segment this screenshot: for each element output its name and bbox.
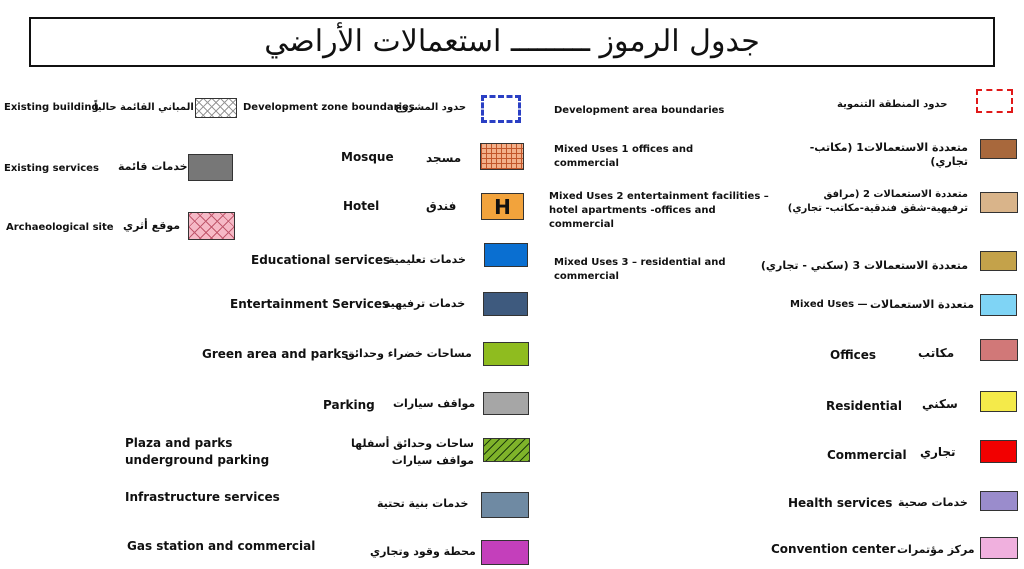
label-mosque-ar: مسجد <box>426 151 462 165</box>
label-offices-ar: مكاتب <box>918 346 955 360</box>
legend-title-box <box>29 17 995 67</box>
label-archaeological-site-ar: موقع أثري <box>123 219 181 232</box>
label-gas-station-commercial-ar: محطة وقود وتجاري <box>370 545 476 558</box>
swatch-existing-services <box>188 154 233 181</box>
label-green-area-parks-en: Green area and parks <box>202 347 349 361</box>
label-existing-building-ar: المباني القائمة حالياً <box>94 102 194 113</box>
label-convention-center-en: Convention center <box>771 542 896 556</box>
label-gas-station-commercial-en: Gas station and commercial <box>127 539 316 553</box>
swatch-parking <box>483 392 529 415</box>
label-development-area-boundaries-ar: حدود المنطقة التنموية <box>837 99 948 110</box>
label-infrastructure-services-en: Infrastructure services <box>125 490 280 504</box>
label-hotel-en: Hotel <box>343 199 380 213</box>
label-existing-services-ar: خدمات قائمة <box>118 160 188 173</box>
swatch-mosque <box>480 143 524 170</box>
label-green-area-parks-ar: مساحات خضراء وحدائق <box>345 347 472 360</box>
swatch-mixed-uses-1 <box>980 139 1017 159</box>
label-plaza-parks-underground-ar: ساحات وحدائق أسفلها مواقف سيارات <box>350 437 474 467</box>
label-commercial-ar: تجاري <box>920 445 956 459</box>
label-entertainment-services-en: Entertainment Services <box>230 297 390 311</box>
legend-title: جدول الرموز ـــــــــ استعمالات الأراضي <box>264 24 760 59</box>
swatch-residential <box>980 391 1017 412</box>
label-mixed-uses-en: Mixed Uses — <box>790 299 868 310</box>
label-mixed-uses-3-en: Mixed Uses 3 – residential and commercial <box>554 257 726 282</box>
label-entertainment-services-ar: خدمات ترفيهية <box>384 297 466 310</box>
label-residential-ar: سكني <box>922 397 958 411</box>
label-mixed-uses-1-ar: متعددة الاستعمالات1 (مكاتب-تجاري) <box>809 141 968 168</box>
label-development-zone-boundaries-en: Development zone boundaries <box>243 102 415 113</box>
label-parking-en: Parking <box>323 398 375 412</box>
label-commercial-en: Commercial <box>827 448 907 462</box>
label-infrastructure-services-ar: خدمات بنية تحتية <box>377 497 469 510</box>
label-mixed-uses-1-en: Mixed Uses 1 offices and commercial <box>554 144 694 169</box>
label-mosque-en: Mosque <box>341 150 394 164</box>
label-development-zone-boundaries-ar: حدود المشروع <box>395 102 467 113</box>
label-educational-services-en: Educational services <box>251 253 391 267</box>
swatch-archaeological-site <box>188 212 235 240</box>
label-parking-ar: مواقف سيارات <box>393 397 476 410</box>
label-educational-services-ar: خدمات تعليمية <box>388 253 466 266</box>
label-convention-center-ar: مركز مؤتمرات <box>897 543 975 556</box>
swatch-hotel-h-icon: H <box>481 193 524 220</box>
label-existing-building-en: Existing building <box>4 102 99 113</box>
label-mixed-uses-2-ar: متعددة الاستعمالات 2 (مرافق ترفيهية-شقق فندقية-مكاتب- تجاري) <box>787 189 968 214</box>
label-mixed-uses-2-en: Mixed Uses 2 entertainment facilities –hotel apartments -offices and commercial <box>549 191 769 230</box>
swatch-mixed-uses <box>980 294 1017 316</box>
swatch-mixed-uses-2 <box>980 192 1018 213</box>
label-archaeological-site-en: Archaeological site <box>6 222 114 233</box>
label-mixed-uses-3-ar: متعددة الاستعمالات 3 (سكني - تجاري) <box>760 259 968 272</box>
swatch-plaza-parks-underground <box>483 438 530 462</box>
swatch-health-services <box>980 491 1018 511</box>
swatch-infrastructure-services <box>481 492 529 518</box>
swatch-commercial <box>980 440 1017 463</box>
label-hotel-ar: فندق <box>426 199 457 213</box>
label-plaza-parks-underground-en: Plaza and parks underground parking <box>125 436 270 467</box>
label-mixed-uses-ar: متعددة الاستعمالات <box>870 298 975 311</box>
label-residential-en: Residential <box>826 399 902 413</box>
swatch-entertainment-services <box>483 292 528 316</box>
swatch-existing-building <box>195 98 237 118</box>
swatch-offices <box>980 339 1018 361</box>
label-health-services-ar: خدمات صحية <box>898 496 968 509</box>
swatch-green-area-parks <box>483 342 529 366</box>
swatch-convention-center <box>980 537 1018 559</box>
label-development-area-boundaries-en: Development area boundaries <box>554 105 725 116</box>
swatch-development-zone-boundaries <box>481 95 521 123</box>
label-health-services-en: Health services <box>788 496 893 510</box>
swatch-mixed-uses-3 <box>980 251 1017 271</box>
swatch-development-area-boundaries <box>976 89 1013 113</box>
swatch-educational-services <box>484 243 528 267</box>
label-offices-en: Offices <box>830 348 876 362</box>
label-existing-services-en: Existing services <box>4 163 99 174</box>
swatch-gas-station-commercial <box>481 540 529 565</box>
